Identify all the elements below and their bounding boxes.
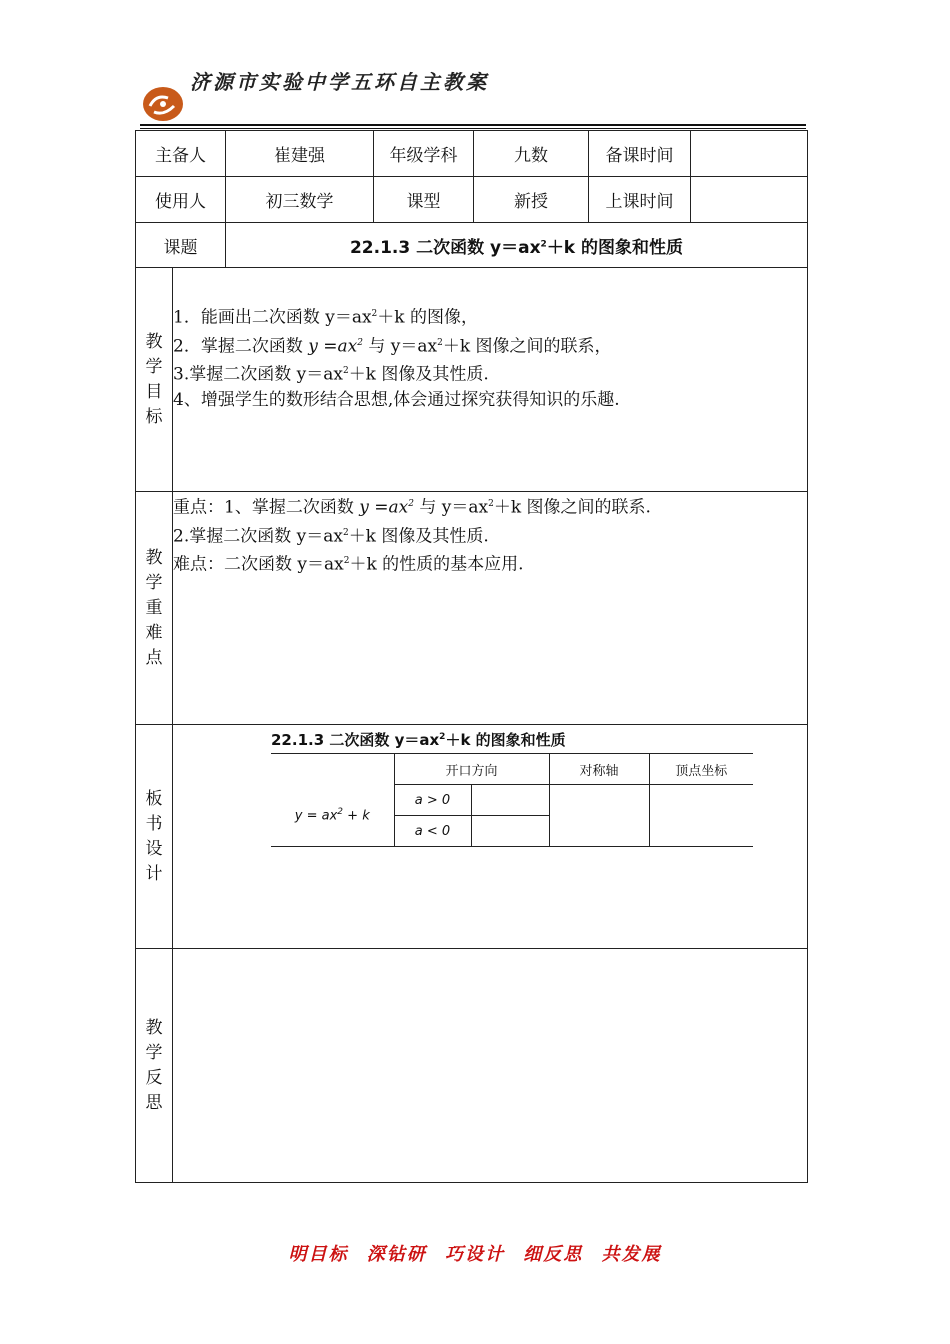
prep-time-value bbox=[691, 131, 808, 177]
board-table bbox=[271, 753, 753, 847]
col-vertex-coordinates: 顶点坐标 bbox=[649, 754, 753, 785]
grade-subject-label: 年级学科 bbox=[374, 131, 474, 177]
goal-item: 4、增强学生的数形结合思想,体会通过探究获得知识的乐趣. bbox=[173, 389, 620, 410]
col-axis-of-symmetry: 对称轴 bbox=[549, 754, 649, 785]
class-time-value bbox=[691, 177, 808, 223]
topic-label: 课题 bbox=[136, 223, 226, 268]
cell-opening-positive bbox=[471, 785, 549, 816]
school-logo-icon bbox=[142, 86, 184, 122]
header-rule bbox=[140, 124, 806, 126]
user-value: 初三数学 bbox=[226, 177, 374, 223]
col-opening-direction: 开口方向 bbox=[394, 754, 549, 785]
cell-vertex bbox=[649, 785, 753, 847]
cell-opening-negative bbox=[471, 816, 549, 847]
goal-item: 3.掌握二次函数 $y=ax^2+k$ 图像及其性质. bbox=[173, 364, 489, 385]
reflection-label: 教 学 反 思 bbox=[136, 949, 173, 1183]
board-design-label: 板 书 设 计 bbox=[136, 725, 173, 949]
user-label: 使用人 bbox=[136, 177, 226, 223]
goal-item: 2．掌握二次函数 $y =ax^2$ 与 $y=ax^2+k$ 图像之间的联系， bbox=[173, 336, 612, 357]
lesson-type-value: 新授 bbox=[474, 177, 589, 223]
topic-value: 22.1.3 二次函数 $y=ax^2+k$ 的图象和性质 bbox=[226, 223, 808, 268]
preparer-label: 主备人 bbox=[136, 131, 226, 177]
prep-time-label: 备课时间 bbox=[589, 131, 691, 177]
row-a-positive: a > 0 bbox=[394, 785, 471, 816]
lesson-type-label: 课型 bbox=[374, 177, 474, 223]
preparer-value: 崔建强 bbox=[226, 131, 374, 177]
goal-item: 1．能画出二次函数 $y=ax^2+k$ 的图像， bbox=[173, 307, 478, 328]
goals-content bbox=[173, 268, 808, 492]
key-point-item: 难点：二次函数 $y=ax^2+k$ 的性质的基本应用. bbox=[173, 554, 524, 575]
header-rule-thin bbox=[140, 128, 806, 129]
key-point-item: 2.掌握二次函数 $y=ax^2+k$ 图像及其性质. bbox=[173, 526, 489, 547]
cell-axis bbox=[549, 785, 649, 847]
class-time-label: 上课时间 bbox=[589, 177, 691, 223]
footer-motto: 明目标 深钻研 巧设计 细反思 共发展 bbox=[288, 1244, 662, 1265]
row-a-negative: a < 0 bbox=[394, 816, 471, 847]
goals-label: 教 学 目 标 bbox=[136, 268, 173, 492]
board-design-content bbox=[173, 725, 808, 949]
board-title: 22.1.3 二次函数 $y=ax^2+k$ 的图象和性质 bbox=[271, 731, 566, 749]
grade-subject-value: 九数 bbox=[474, 131, 589, 177]
function-formula: $y = ax^2 + k$ bbox=[271, 785, 394, 847]
key-points-label: 教 学 重 难 点 bbox=[136, 492, 173, 725]
key-points-content bbox=[173, 492, 808, 725]
school-title: 济源市实验中学五环自主教案 bbox=[190, 70, 489, 94]
key-point-item: 重点：1、掌握二次函数 $y =ax^2$ 与 $y=ax^2+k$ 图像之间的联系. bbox=[173, 497, 651, 518]
reflection-content bbox=[173, 949, 808, 1183]
lesson-plan-table bbox=[135, 130, 808, 1183]
